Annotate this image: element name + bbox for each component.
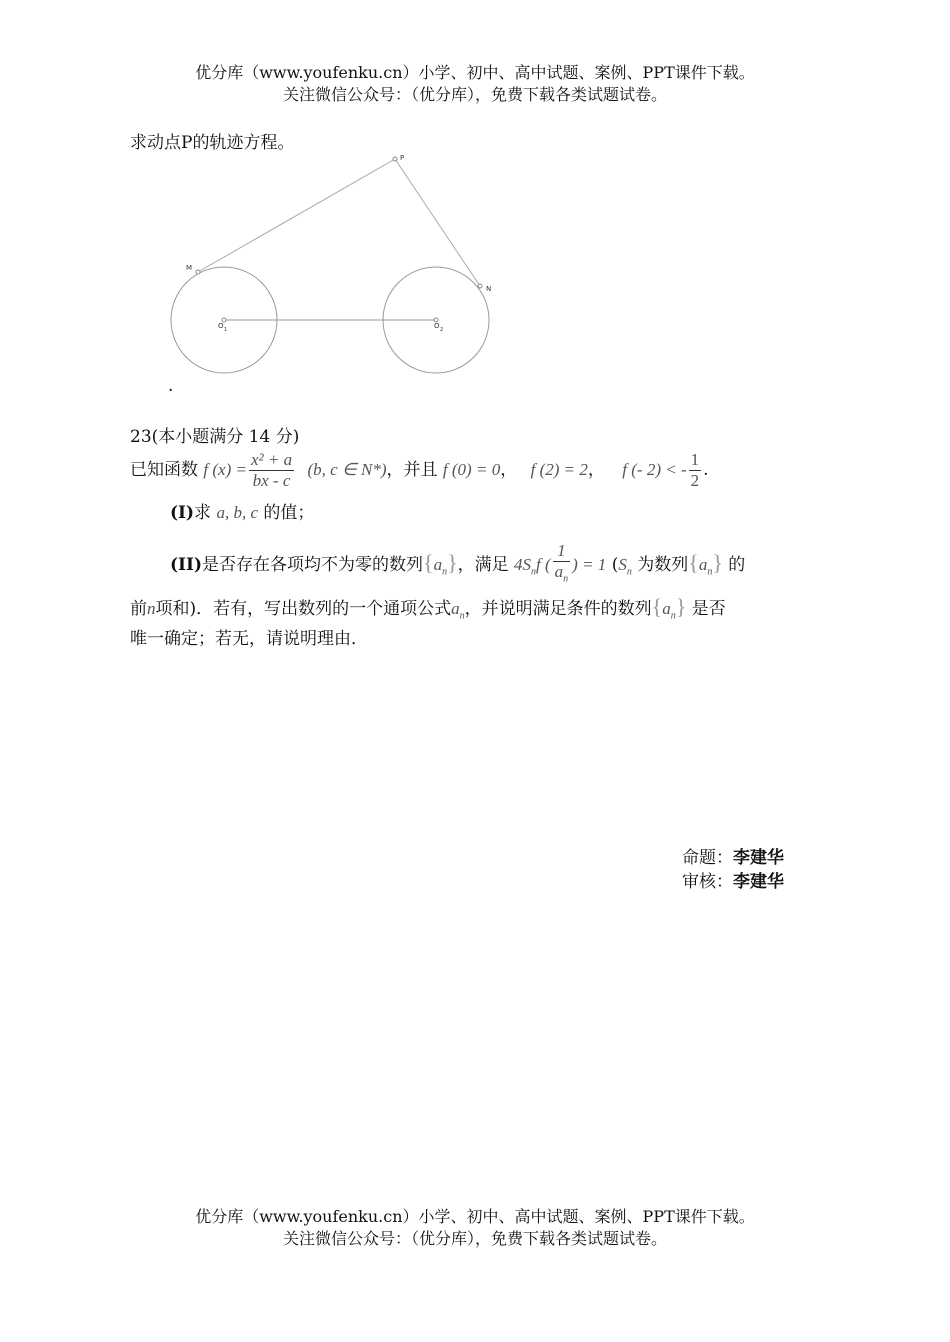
author-name: 李建华	[733, 848, 784, 868]
part-1-text-a: 求	[194, 503, 212, 523]
sep-2: ，	[587, 460, 605, 480]
point-n	[478, 284, 482, 288]
eq-lhs: 4S	[514, 555, 532, 574]
line-3-c: ，并说明满足条件的数列	[464, 599, 652, 619]
author-label: 命题：	[682, 848, 733, 868]
header-line-2: 关注微信公众号：（优分库），免费下载各类试题试卷。	[282, 85, 667, 104]
label-m: M	[186, 264, 193, 272]
point-p	[393, 157, 397, 161]
reviewer-name: 李建华	[733, 872, 784, 892]
reviewer-label: 审核：	[682, 872, 733, 892]
half-fraction	[689, 450, 702, 491]
eq-frac-denominator: $a_n$	[554, 562, 569, 585]
fx-condition: (b, c ∈ N*)	[307, 460, 387, 479]
fx-denominator: bx - c	[252, 471, 291, 490]
fx-numerator: x² + a	[250, 450, 293, 469]
seq-an-3: a	[662, 599, 671, 618]
q23-title: 23(本小题满分 14 分)	[130, 427, 300, 447]
sn-symbol: S	[618, 555, 627, 574]
f0-condition: f (0) = 0	[442, 460, 501, 479]
line-3-d: 是否	[691, 599, 726, 619]
q22-question-tail: 求动点P的轨迹方程。	[130, 133, 295, 153]
eq-f: f (	[536, 555, 551, 574]
part-2-text-a: 是否存在各项均不为零的数列	[202, 555, 423, 575]
q23-function-line: 已知函数 f (x) = $\frac{\text{x² + a}}{bx - c}$ (b, c ∈ N*)，并且 f (0) = 0， f (2) = 2， f (- 2) < - $\frac{1}{2}$ .	[130, 450, 709, 490]
footer-line-1: 优分库（www.youfenku.cn）小学、初中、高中试题、案例、PPT课件下载。	[195, 1207, 755, 1226]
fx-fraction	[249, 450, 294, 491]
author-line	[682, 843, 784, 868]
header-line-1: 优分库（www.youfenku.cn）小学、初中、高中试题、案例、PPT课件下载。	[195, 63, 755, 82]
figure-trailing-dot: .	[168, 376, 174, 396]
q23-part-2-line-3: 唯一确定；若无，请说明理由．	[130, 629, 368, 649]
line-3-a: 前	[130, 599, 147, 619]
f2-condition: f (2) = 2	[530, 460, 588, 479]
q23-intro: 已知函数	[130, 460, 198, 480]
q22-figure	[160, 150, 510, 380]
q23-part-2-line-1: (II)是否存在各项均不为零的数列$\{a_n\}$，满足 $4S_nf$ ( $\frac{1}{a_n}$ ) = 1 ($S_n$ 为数列$\{a_n\}$ 的	[170, 538, 745, 588]
label-o1-sub: 1	[224, 327, 228, 333]
line-3-n: n	[147, 599, 156, 618]
seq-an-1-sub: n	[442, 566, 448, 578]
q23-part-1	[170, 498, 314, 523]
part-1-label: (I)	[170, 503, 195, 523]
half-numerator: 1	[690, 450, 700, 469]
part-2-text-c: (	[611, 555, 619, 575]
page-footer	[0, 1206, 950, 1250]
sep-1: ，	[500, 460, 518, 480]
eq-lhs-sub: n	[531, 566, 537, 578]
fx-label: f (x) =	[203, 460, 247, 479]
fm2-condition: f (- 2) < -	[622, 460, 687, 479]
general-term-an: a	[451, 599, 460, 618]
half-denominator: 2	[690, 471, 700, 490]
label-o2-sub: 2	[440, 327, 444, 333]
seq-an-1: a	[433, 555, 443, 574]
page-header	[0, 62, 950, 106]
q23-part-2-line-2: 前n项和)．若有，写出数列的一个通项公式$a_n$，并说明满足条件的数列$\{a_n\}$ 是否	[130, 594, 726, 622]
q23-and: ，并且	[386, 460, 438, 480]
segment-mp	[198, 159, 395, 272]
reviewer-line	[682, 867, 784, 892]
part-1-text-b: 的值；	[263, 503, 315, 523]
point-m	[196, 270, 200, 274]
label-o1: O	[218, 322, 224, 330]
seq-an-2: a	[698, 555, 708, 574]
seq-an-2-sub: n	[707, 566, 713, 578]
line-3-b: 项和)．若有，写出数列的一个通项公式	[155, 599, 452, 619]
label-n: N	[486, 285, 492, 293]
label-p: P	[400, 154, 405, 162]
eq-frac-numerator: 1	[553, 541, 571, 562]
eq-fraction	[553, 541, 571, 589]
part-1-vars: a, b, c	[216, 503, 258, 522]
eq-rhs: ) = 1	[572, 555, 607, 574]
general-term-an-sub: n	[459, 610, 465, 622]
part-2-text-e: 的	[728, 555, 746, 575]
part-2-label: (II)	[170, 555, 202, 575]
seq-an-3-sub: n	[670, 610, 676, 622]
footer-line-2: 关注微信公众号：（优分库），免费下载各类试题试卷。	[282, 1229, 667, 1248]
part-2-text-d: 为数列	[637, 555, 689, 575]
label-o2: O	[434, 322, 440, 330]
sn-sub: n	[626, 566, 632, 578]
part-2-text-b: ，满足	[457, 555, 509, 575]
